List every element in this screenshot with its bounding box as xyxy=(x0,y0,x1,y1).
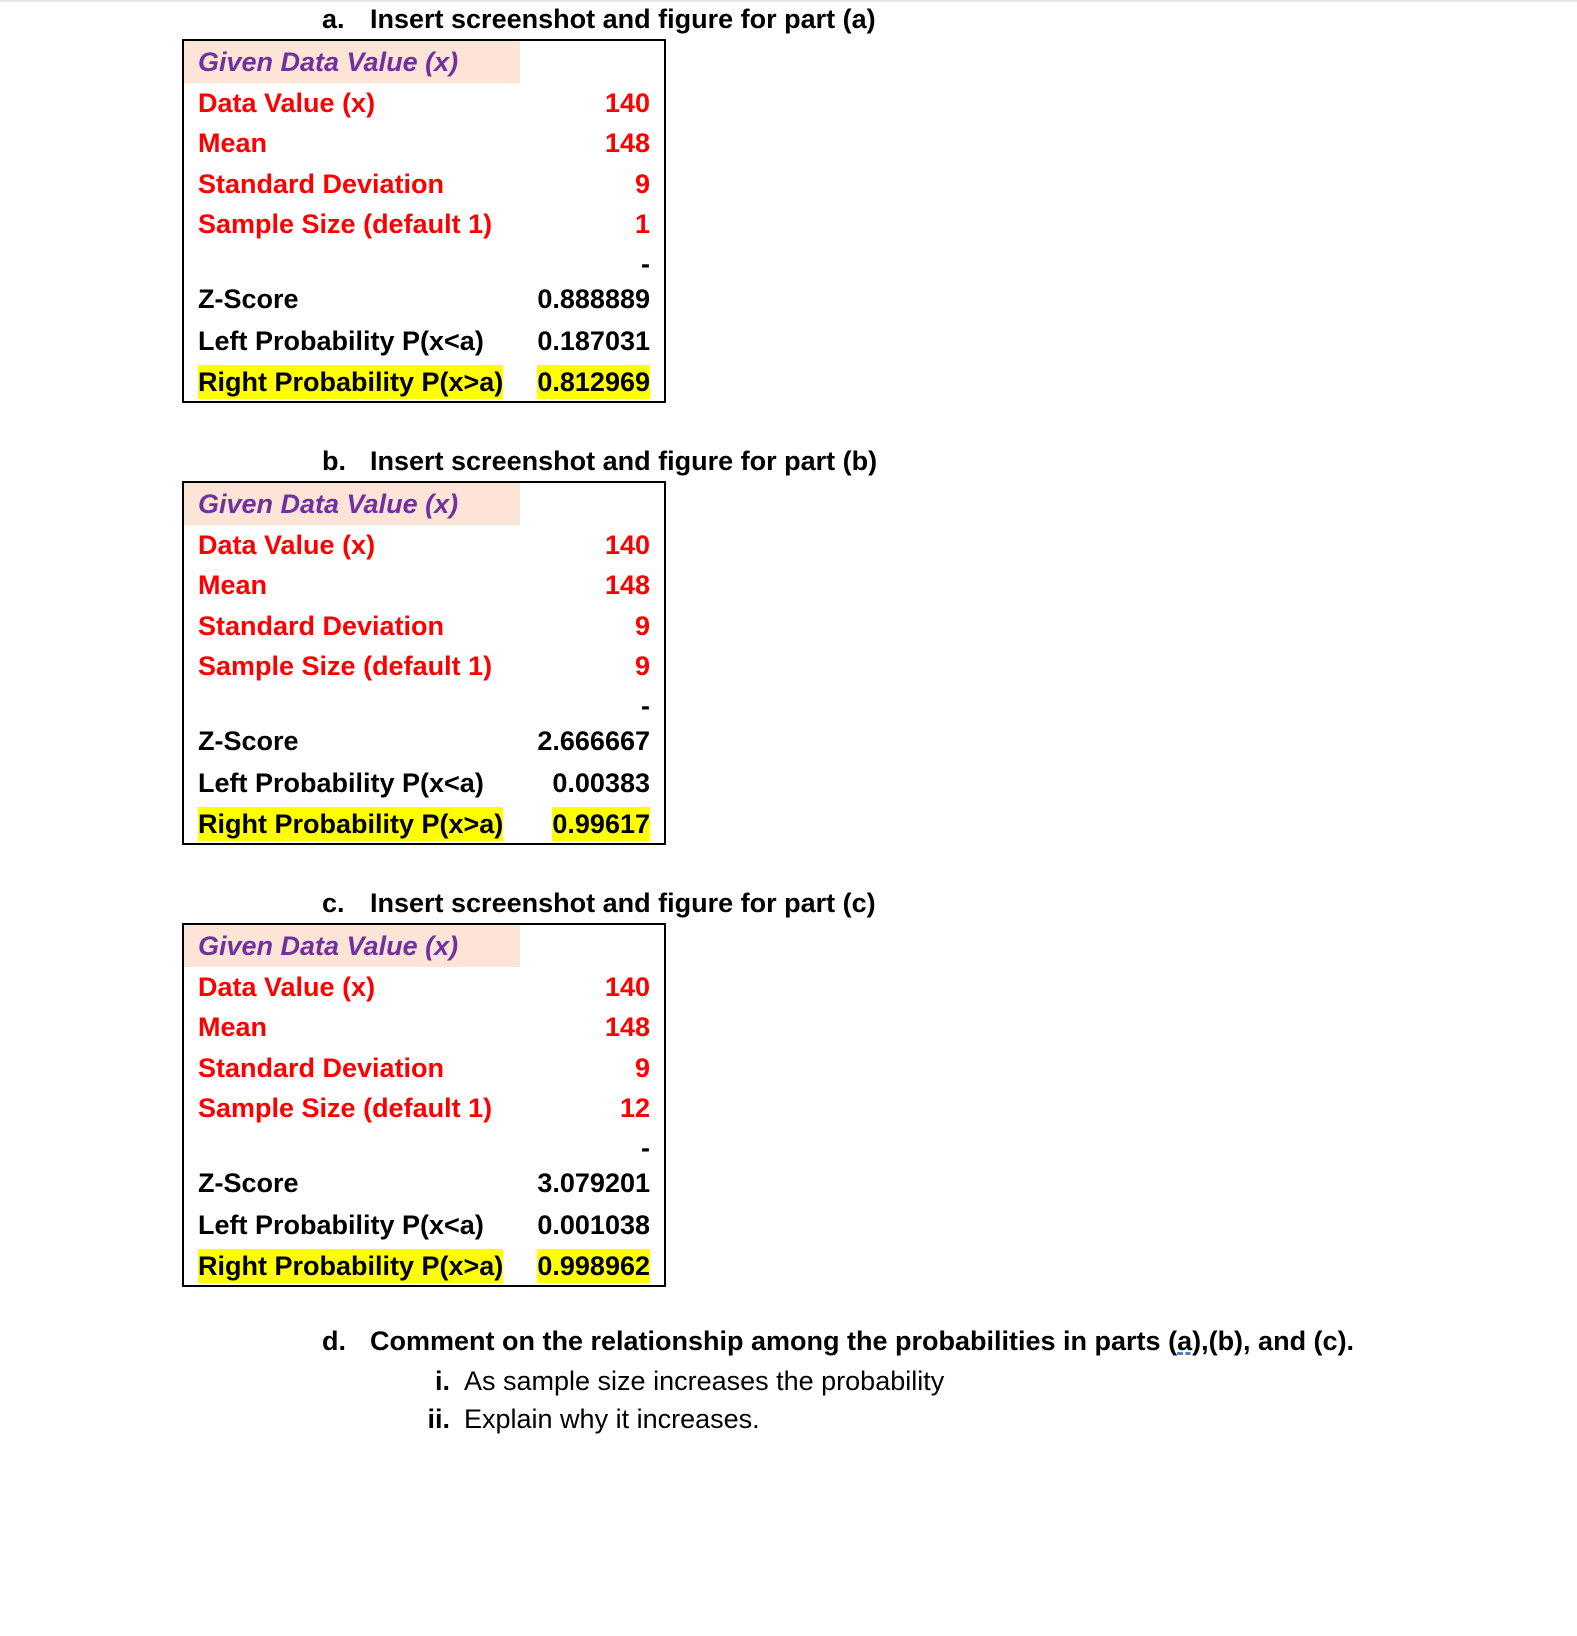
given-data-header xyxy=(184,41,520,83)
part-c-heading xyxy=(322,888,876,919)
part-d-question xyxy=(322,1326,1354,1357)
part-a-marker: a. xyxy=(322,4,345,34)
sample-size-label: Sample Size (default 1) xyxy=(198,209,493,239)
given-data-header-label: Given Data Value (x) xyxy=(198,489,459,519)
part-a-heading-text: Insert screenshot and figure for part (a) xyxy=(370,4,876,34)
given-data-header xyxy=(184,483,520,525)
z-score-value: 0.888889 xyxy=(537,284,650,314)
part-a-heading xyxy=(322,4,876,35)
sd-label: Standard Deviation xyxy=(198,169,445,199)
part-d-marker: d. xyxy=(322,1326,346,1356)
part-d-text-after: (b), and (c). xyxy=(1208,1326,1355,1356)
right-probability-label: Right Probability P(x>a) xyxy=(198,1251,504,1281)
sample-size-value: 12 xyxy=(619,1093,650,1123)
z-score-value: 3.079201 xyxy=(537,1168,650,1198)
sd-label: Standard Deviation xyxy=(198,1053,445,1083)
left-probability-label: Left Probability P(x<a) xyxy=(198,326,484,356)
part-b-table xyxy=(182,481,666,845)
dash-cell: - xyxy=(641,249,650,279)
part-c-heading-text: Insert screenshot and figure for part (c) xyxy=(370,888,876,918)
right-probability-value: 0.998962 xyxy=(537,1251,650,1281)
z-score-label: Z-Score xyxy=(198,284,299,314)
mean-label: Mean xyxy=(198,1012,268,1042)
z-score-label: Z-Score xyxy=(198,726,299,756)
mean-value: 148 xyxy=(604,1012,650,1042)
item-i-text: As sample size increases the probability xyxy=(464,1366,945,1396)
right-probability-value: 0.812969 xyxy=(537,367,650,397)
sd-value: 9 xyxy=(634,169,650,199)
part-a-table xyxy=(182,39,666,403)
left-probability-value: 0.187031 xyxy=(537,326,650,356)
data-value: 140 xyxy=(604,530,650,560)
data-value: 140 xyxy=(604,972,650,1002)
item-ii-marker: ii. xyxy=(427,1404,450,1434)
left-probability-value: 0.00383 xyxy=(552,768,650,798)
mean-label: Mean xyxy=(198,570,268,600)
item-ii-text: Explain why it increases. xyxy=(464,1404,760,1434)
part-c-marker: c. xyxy=(322,888,345,918)
sd-value: 9 xyxy=(634,1053,650,1083)
left-probability-value: 0.001038 xyxy=(537,1210,650,1240)
data-value-label: Data Value (x) xyxy=(198,88,376,118)
sample-size-label: Sample Size (default 1) xyxy=(198,1093,493,1123)
part-b-marker: b. xyxy=(322,446,346,476)
right-probability-label: Right Probability P(x>a) xyxy=(198,809,504,839)
left-probability-label: Left Probability P(x<a) xyxy=(198,1210,484,1240)
z-score-value: 2.666667 xyxy=(537,726,650,756)
dash-cell: - xyxy=(641,1133,650,1163)
part-d-text-before: Comment on the relationship among the probabilities in parts ( xyxy=(370,1326,1178,1356)
mean-value: 148 xyxy=(604,128,650,158)
right-probability-value: 0.99617 xyxy=(552,809,650,839)
sd-label: Standard Deviation xyxy=(198,611,445,641)
part-d-item-ii xyxy=(414,1404,760,1435)
data-value-label: Data Value (x) xyxy=(198,530,376,560)
right-probability-label: Right Probability P(x>a) xyxy=(198,367,504,397)
given-data-header xyxy=(184,925,520,967)
mean-value: 148 xyxy=(604,570,650,600)
left-probability-label: Left Probability P(x<a) xyxy=(198,768,484,798)
sample-size-label: Sample Size (default 1) xyxy=(198,651,493,681)
item-i-marker: i. xyxy=(434,1366,450,1396)
z-score-label: Z-Score xyxy=(198,1168,299,1198)
dash-cell: - xyxy=(641,691,650,721)
part-c-table xyxy=(182,923,666,1287)
part-d-item-i xyxy=(414,1366,944,1397)
part-b-heading xyxy=(322,446,877,477)
given-data-header-label: Given Data Value (x) xyxy=(198,47,459,77)
sd-value: 9 xyxy=(634,611,650,641)
mean-label: Mean xyxy=(198,128,268,158)
part-d-underlined: a), xyxy=(1177,1326,1209,1356)
page-top-rule xyxy=(0,0,1577,2)
sample-size-value: 9 xyxy=(634,651,650,681)
data-value: 140 xyxy=(604,88,650,118)
sample-size-value: 1 xyxy=(634,209,650,239)
data-value-label: Data Value (x) xyxy=(198,972,376,1002)
given-data-header-label: Given Data Value (x) xyxy=(198,931,459,961)
part-b-heading-text: Insert screenshot and figure for part (b) xyxy=(370,446,878,476)
